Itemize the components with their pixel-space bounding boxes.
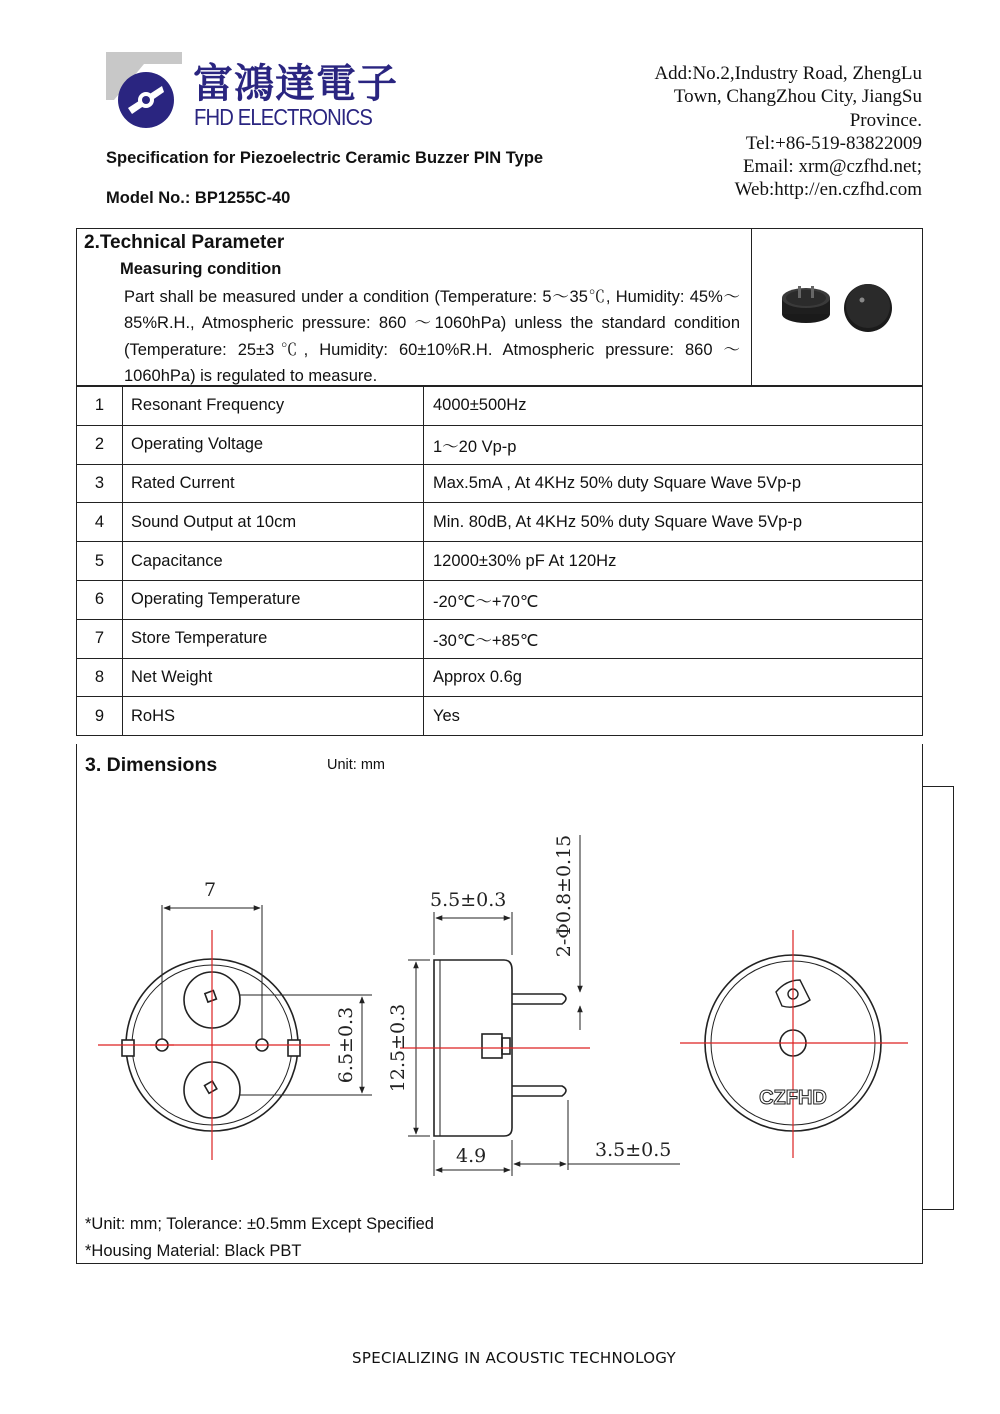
dim-inner-height: 6.5±0.3 [335, 1006, 357, 1084]
dim-pin-spacing: 7 [204, 879, 217, 901]
company-name-english: FHD ELECTRONICS [194, 104, 372, 130]
top-view-centerlines [680, 930, 908, 1158]
param-name: Operating Voltage [123, 425, 424, 464]
dim-pin-diameter: 2-Φ0.8±0.15 [553, 834, 575, 958]
dim-pin-length: 3.5±0.5 [595, 1139, 672, 1161]
product-photo-cell [751, 228, 923, 386]
web-line: Web:http://en.czfhd.com [734, 179, 922, 201]
spec-title: Specification for Piezoelectric Ceramic Buzzer PIN Type [106, 149, 544, 167]
param-value: -30℃～+85℃ [424, 619, 923, 658]
param-name: Sound Output at 10cm [123, 503, 424, 542]
dimensions-title: 3. Dimensions [85, 754, 218, 776]
param-number: 7 [77, 619, 123, 658]
measuring-condition-text: Part shall be measured under a condition (Temperature: 5～35℃, Humidity: 45%～85%R.H., Atmospheric pressure: 860 ～1060hPa) unless the standard condition (Temperature: 25±3℃, Humidity: 60±10%R.H. Atmospheric pressure: 860 ～1060hPa) is regulated to measure. [124, 288, 740, 385]
param-number: 2 [77, 425, 123, 464]
company-logo [104, 50, 184, 132]
email-line: Email: xrm@czfhd.net; [743, 156, 922, 178]
dim-outer-diameter: 12.5±0.3 [387, 1003, 409, 1093]
address-line: Province. [849, 109, 922, 131]
parameter-row [77, 542, 923, 581]
parameter-table [76, 386, 923, 736]
address-line: Town, ChangZhou City, JiangSu [673, 86, 922, 108]
param-value: Min. 80dB, At 4KHz 50% duty Square Wave 5Vp-p [424, 503, 923, 542]
brand-mark: CZFHD [759, 1087, 827, 1109]
parameter-row [77, 619, 923, 658]
address-line: Add:No.2,Industry Road, ZhengLu [654, 63, 922, 84]
side-view [408, 835, 680, 1176]
param-number: 6 [77, 580, 123, 619]
footer-tagline: SPECIALIZING IN ACOUSTIC TECHNOLOGY [352, 1349, 676, 1367]
note-tolerance: *Unit: mm; Tolerance: ±0.5mm Except Specified [85, 1215, 434, 1233]
parameter-row [77, 658, 923, 697]
parameter-row [77, 425, 923, 464]
param-value: 1～20 Vp-p [424, 425, 923, 464]
param-number: 4 [77, 503, 123, 542]
dimension-drawing [76, 790, 922, 1190]
param-value: Yes [424, 697, 923, 736]
param-value: -20℃～+70℃ [424, 580, 923, 619]
parameter-row [77, 387, 923, 426]
side-bracket [923, 786, 954, 1210]
param-name: Rated Current [123, 464, 424, 503]
param-number: 1 [77, 387, 123, 426]
parameter-row [77, 697, 923, 736]
param-number: 9 [77, 697, 123, 736]
param-number: 8 [77, 658, 123, 697]
technical-parameter-title: 2.Technical Parameter [84, 232, 285, 253]
param-value: Approx 0.6g [424, 658, 923, 697]
param-name: Operating Temperature [123, 580, 424, 619]
note-housing-material: *Housing Material: Black PBT [85, 1242, 302, 1260]
param-value: 12000±30% pF At 120Hz [424, 542, 923, 581]
parameter-row [77, 503, 923, 542]
phone-line: Tel:+86-519-83822009 [745, 132, 922, 154]
param-number: 3 [77, 464, 123, 503]
param-name: Resonant Frequency [123, 387, 424, 426]
parameter-row [77, 580, 923, 619]
param-name: Capacitance [123, 542, 424, 581]
company-name-chinese: 富鴻達電子 [193, 61, 398, 107]
param-name: Store Temperature [123, 619, 424, 658]
dim-body-height: 5.5±0.3 [430, 889, 507, 911]
param-value: Max.5mA , At 4KHz 50% duty Square Wave 5Vp-p [424, 464, 923, 503]
measuring-condition-title: Measuring condition [120, 260, 282, 278]
param-value: 4000±500Hz [424, 387, 923, 426]
buzzer-product-photo [752, 228, 922, 384]
param-number: 5 [77, 542, 123, 581]
parameter-row [77, 464, 923, 503]
dim-base-height: 4.9 [456, 1145, 487, 1167]
unit-label: Unit: mm [327, 757, 385, 773]
model-number: Model No.: BP1255C-40 [106, 189, 291, 207]
bottom-view-centerlines [98, 930, 330, 1160]
company-address [654, 62, 922, 202]
param-name: Net Weight [123, 658, 424, 697]
param-name: RoHS [123, 697, 424, 736]
